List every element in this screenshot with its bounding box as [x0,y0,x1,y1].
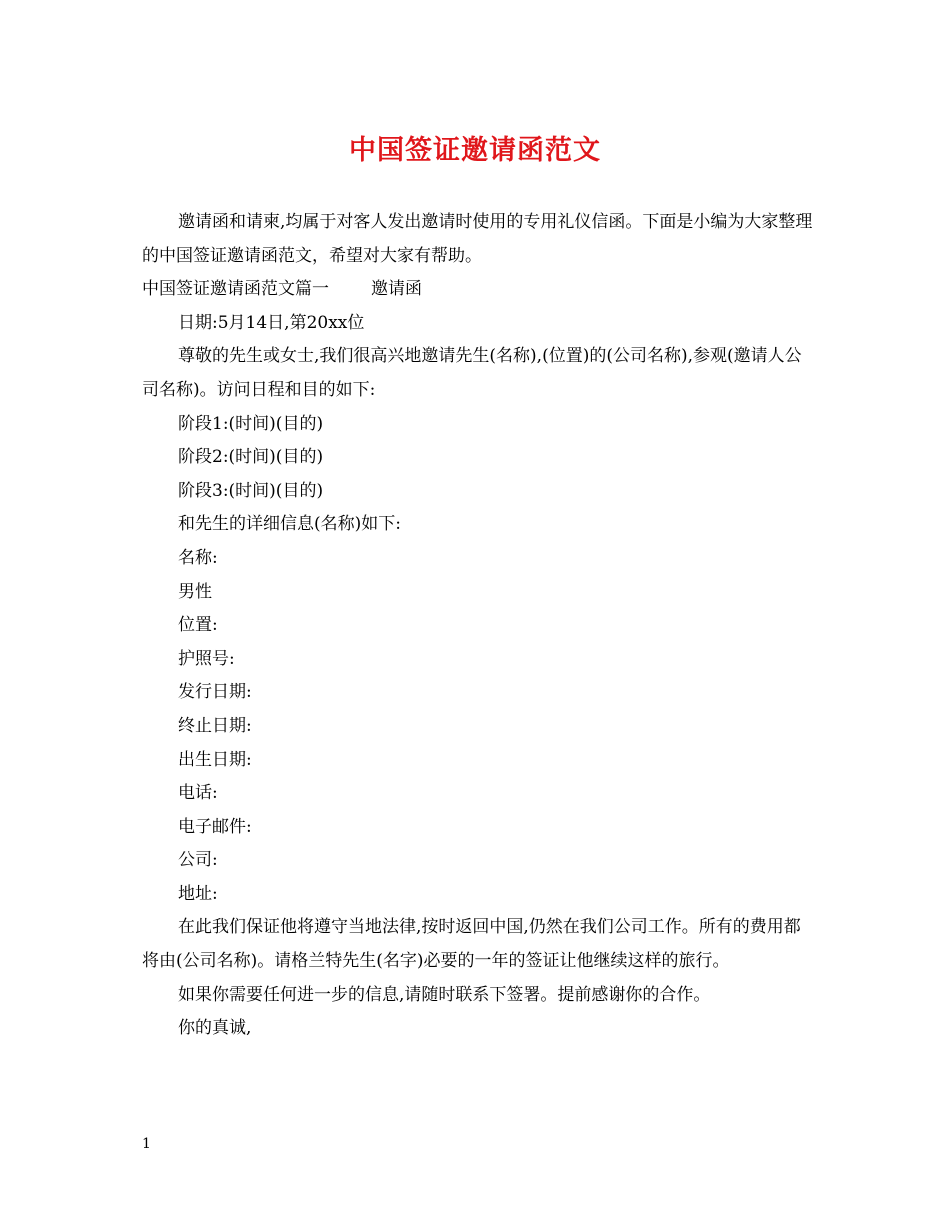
field-line: 公司: [178,850,218,871]
page-number: 1 [142,1136,151,1152]
section-heading-line [142,273,814,307]
date-line: 日期:5月14日,第20xx位 [178,312,365,333]
field-line: 电子邮件: [178,816,252,837]
guarantee-paragraph: 在此我们保证他将遵守当地法律,按时返回中国,仍然在我们公司工作。所有的费用都将由(公司名称)。请格兰特先生(名字)必要的一年的签证让他继续这样的旅行。 [142,917,801,972]
stage-line: 阶段1:(时间)(目的) [178,413,324,434]
signoff-line: 你的真诚, [178,1018,252,1039]
intro-paragraph: 邀请函和请柬,均属于对客人发出邀请时使用的专用礼仪信函。下面是小编为大家整理的中国签证邀请函范文，希望对大家有帮助。 [142,212,813,266]
document-title: 中国签证邀请函范文 [349,135,601,166]
field-line: 出生日期: [178,749,252,770]
document-body [142,206,814,1046]
stage-line: 阶段3:(时间)(目的) [178,480,324,501]
field-line: 位置: [178,615,218,636]
field-line: 男性 [178,581,212,602]
field-line: 发行日期: [178,682,252,703]
stage-line: 阶段2:(时间)(目的) [178,447,324,468]
field-line: 终止日期: [178,715,252,736]
details-intro: 和先生的详细信息(名称)如下: [178,514,401,535]
section-subheading: 邀请函 [371,279,422,300]
field-line: 电话: [178,783,218,804]
field-line: 名称: [178,547,218,568]
section-heading: 中国签证邀请函范文篇一 [142,279,329,300]
greeting-paragraph: 尊敬的先生或女士,我们很高兴地邀请先生(名称),(位置)的(公司名称),参观(邀请人公司名称)。访问日程和目的如下: [142,346,802,400]
closing-paragraph: 如果你需要任何进一步的信息,请随时联系下签署。提前感谢你的合作。 [178,984,711,1005]
field-line: 护照号: [178,648,235,669]
field-line: 地址: [178,883,218,904]
